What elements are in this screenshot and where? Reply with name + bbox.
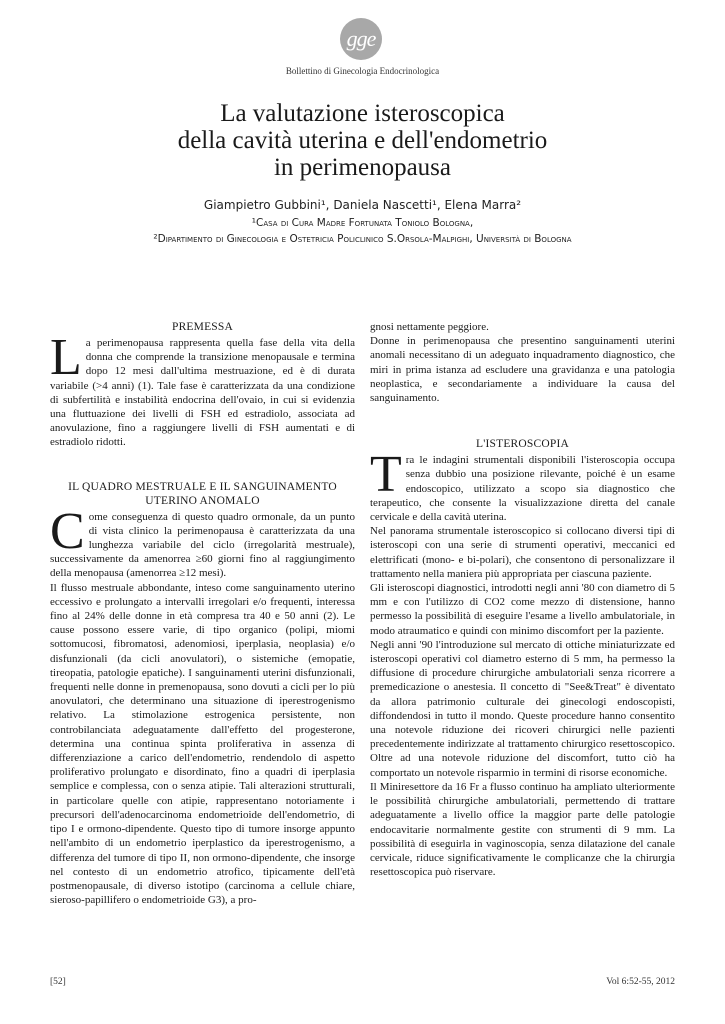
paragraph: Il flusso mestruale abbondante, inteso come sanguinamento uterino eccessivo e prolungato a intervalli irregolari e/o frequenti, interessa fino al 24% delle donne in età compresa tra 40 e 50 anni (2). Le cause possono essere varie, di tipo organico (polipi, miomi sottomucosi, fibromatosi, adenomiosi, iperplasia, neoplasia) e/o disfunzionali (da cicli anovulatori), o sistemiche (emopatie, tireopatia, patologie epatiche). I sanguinamenti uterini disfunzionali, frequenti nelle donne in premenopausa, sono dovuti a cicli per lo più anovulatori, che determinano una situazione di iperestrogenismo relativo. La stimolazione estrogenica persistente, non controbilanciata adeguatamente dall'effetto del progesterone, determina una continua spinta proliferativa in assenza di differenziazione a carico dell'endometrio, rendendolo di aspetto proliferativo prolungato e disordinato, fino a quadri di iperplasia semplice e complessa, con o senza atipie. Tali alterazioni strutturali, in particolare quelle con atipie, rappresentano notoriamente i precursori dell'adenocarcinoma endometrioide dell'endometrio, di tipo I e ormono-dipendente. Questo tipo di tumore insorge appunto nell'ambito di un endometrio iperplastico da iperestrogenismo, a differenza del tumore di tipo II, non ormono-dipendente, che insorge nel contesto di un endometrio atrofico, tipicamente dell'età postmenopausale, di diverso istotipo (carcinoma a cellule chiare, sieroso-papillifero o endometrioide G3), a pro- xyxy=(50,581,355,907)
paragraph: Il Miniresettore da 16 Fr a flusso continuo ha ampliato ulteriormente le possibilità chirurgiche ambulatoriali, permettendo di trattare adeguatamente a livello office la maggior parte delle patologie endocavitarie normalmente gestite con strumenti di 9 mm. La possibilità di eseguirla in vaginoscopia, senza dilatazione del canale cervicale, riduce significativamente le complicanze che la chirurgia resettoscopica può riservare. xyxy=(370,780,675,879)
title-line: della cavità uterina e dell'endometrio xyxy=(177,127,548,154)
drop-cap: T xyxy=(370,446,402,504)
paragraph: Nel panorama strumentale isteroscopico si collocano diversi tipi di isteroscopi con una serie di strumenti operativi, meccanici ed elettrificati (mono- e bi-polari), che consentono di personalizzare il trattamento nella maniera più appropriata per ciascuna paziente. xyxy=(370,525,675,580)
title-line: La valutazione isteroscopica xyxy=(220,100,505,127)
left-column xyxy=(50,320,355,907)
paragraph: Gli isteroscopi diagnostici, introdotti negli anni '80 con diametro di 5 mm e con l'utilizzo di CO2 come mezzo di distensione, hanno permesso la possibilità di eseguire l'esame a livello ambulatoriale, in modo atraumatico e quindi con minimo discomfort per la paziente. xyxy=(370,582,675,637)
article-title xyxy=(60,100,665,181)
affiliation-2: ²Dipartimento di Ginecologia e Ostetricia Policlinico S.Orsola-Malpighi, Università di Bologna xyxy=(153,233,572,245)
paragraph: Donne in perimenopausa che presentino sanguinamenti uterini anomali necessitano di un adeguato inquadramento diagnostico, che miri in prima istanza ad escludere una gravidanza e una patologia neoplastica, e secondariamente a individuare la causa del sanguinamento. xyxy=(370,335,675,405)
title-line: in perimenopausa xyxy=(273,154,452,181)
drop-cap: L xyxy=(50,329,82,386)
paragraph-text: a perimenopausa rappresenta quella fase della vita della donna che comprende la transizione menopausale e termina dopo 12 mesi dall'ultima mestruazione, ed è di durata variabile (>4 anni) (1). Tale fase è caratterizzata da una condizione di subfertilità e instabilità endocrina dell'ovaio, in cui si evidenzia una fluttuazione dei livelli di FSH ed estradiolo, associata ad anovulazione, fino a raggiungere livelli di FSH aumentati e di estradiolo ridotti. xyxy=(50,337,355,449)
section-heading-quadro-mestruale: IL QUADRO MESTRUALE E IL SANGUINAMENTO UTERINO ANOMALO xyxy=(68,480,337,507)
paragraph-text: ra le indagini strumentali disponibili l'isteroscopia occupa senza dubbio una posizione rilevante, poiché è un esame endoscopico, utilizzato a scopo sia diagnostico che terapeutico, che consente la visualizzazione diretta del canale cervicale e della cavità uterina. xyxy=(370,454,675,524)
paragraph: gnosi nettamente peggiore. xyxy=(370,321,489,333)
journal-name: Bollettino di Ginecologia Endocrinologica xyxy=(285,66,440,76)
page-number: [52] xyxy=(50,977,66,987)
journal-logo: gge xyxy=(340,18,382,60)
volume-info: Vol 6:52-55, 2012 xyxy=(606,977,675,987)
affiliation-1: ¹Casa di Cura Madre Fortunata Toniolo Bologna, xyxy=(251,217,474,229)
paragraph: Negli anni '90 l'introduzione sul mercato di ottiche miniaturizzate ed isteroscopi operativi col diametro esterno di 5 mm, ha permesso la diffusione di procedure chirurgiche ambulatoriali senza ricorrere a premedicazione o anestesia. Il concetto di "See&Treat" è diventato da allora patrimonio culturale dei ginecologi endoscopisti, diffondendosi in tutto il mondo. Queste procedure hanno consentito una notevole riduzione dei ricoveri chirurgici nelle pazienti precedentemente indirizzate al trattamento chirurgico resettoscopico. Oltre ad una notevole riduzione del discomfort, tutto ciò ha comportato un notevole risparmio in termini di risorse economiche. xyxy=(370,638,675,779)
paragraph xyxy=(370,446,675,524)
drop-cap: C xyxy=(50,502,85,560)
author-list: Giampietro Gubbini¹, Daniela Nascetti¹, Elena Marra² xyxy=(203,198,522,212)
section-heading-isteroscopia: L'ISTEROSCOPIA xyxy=(475,438,570,451)
paragraph-text: ome conseguenza di questo quadro ormonale, da un punto di vista clinico la perimenopausa è caratterizzata da una lunghezza variabile del ciclo (irregolarità mestruale), successivamente da amenorrea ≥60 giorni fino al raggiungimento della menopausa (amenorrea ≥12 mesi). xyxy=(50,510,355,580)
section-heading-premessa: PREMESSA xyxy=(171,321,234,333)
paragraph xyxy=(50,329,355,450)
right-column xyxy=(370,320,675,879)
paragraph xyxy=(50,502,355,581)
